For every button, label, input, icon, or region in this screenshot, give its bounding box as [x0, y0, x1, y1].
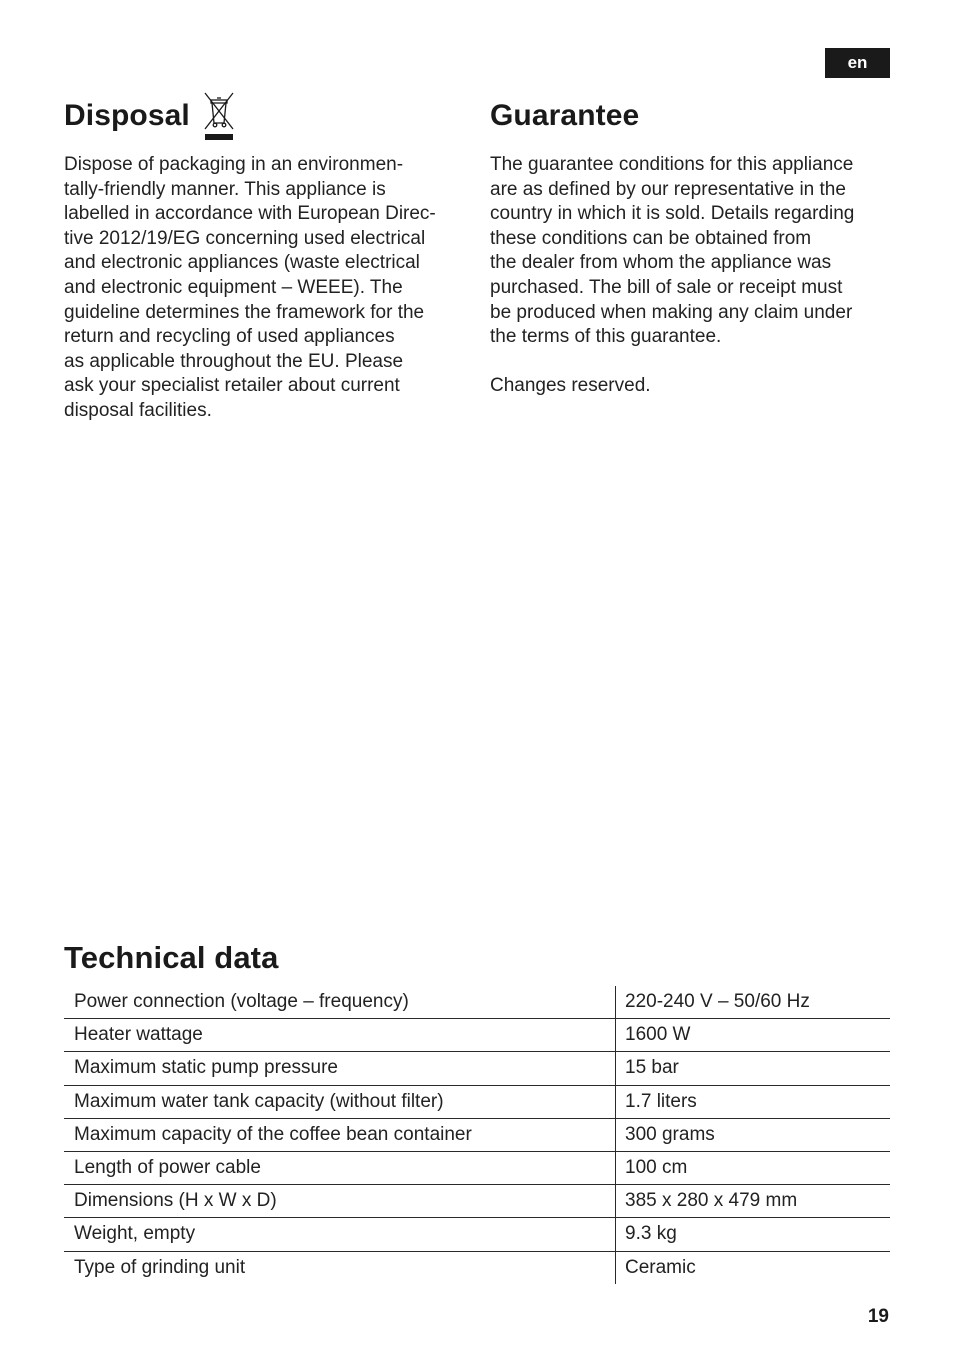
disposal-text: Dispose of packaging in an environmen- tally-friendly manner. This appliance is labelled in accordance with European Direc- tive 2012/19/EG concerning used electrical and electronic appliances (waste electrical and electronic equipment – WEEE). The guideline determines the framework for the return and recycling of used appliances as applicable throughout the EU. Please ask your specialist retailer about current disposal facilities. — [64, 154, 436, 421]
spec-label: Length of power cable — [64, 1151, 616, 1184]
spec-value: 220-240 V – 50/60 Hz — [616, 986, 891, 1019]
technical-data-title: Technical data — [64, 940, 279, 975]
table-row — [64, 1019, 890, 1052]
spec-value: 9.3 kg — [616, 1218, 891, 1251]
page-number: 19 — [867, 1306, 889, 1327]
spec-value: 15 bar — [616, 1052, 891, 1085]
table-row — [64, 1052, 890, 1085]
disposal-section — [64, 88, 469, 424]
spec-label: Heater wattage — [64, 1019, 616, 1052]
spec-label: Type of grinding unit — [64, 1251, 616, 1284]
spec-value: 300 grams — [616, 1118, 891, 1151]
table-row — [64, 1251, 890, 1284]
language-badge: en — [825, 48, 890, 78]
spec-value: 100 cm — [616, 1151, 891, 1184]
table-row — [64, 986, 890, 1019]
guarantee-text: The guarantee conditions for this appliance are as defined by our representative in the country in which it is sold. Details regarding these conditions can be obtained from the dealer from whom the appliance was purchased. The bill of sale or receipt must be produced when making any claim under the terms of this guarantee. — [490, 154, 855, 348]
spec-value: Ceramic — [625, 1256, 696, 1278]
table-row — [64, 1085, 890, 1118]
technical-data-table — [64, 986, 890, 1284]
spec-label: Dimensions (H x W x D) — [64, 1185, 616, 1218]
guarantee-title: Guarantee — [490, 99, 640, 132]
spec-label: Power connection (voltage – frequency) — [64, 986, 616, 1019]
spec-label: Weight, empty — [64, 1218, 616, 1251]
spec-value: 1600 W — [616, 1019, 891, 1052]
changes-reserved-text: Changes reserved. — [490, 375, 651, 397]
table-row — [64, 1185, 890, 1218]
table-row — [64, 1151, 890, 1184]
disposal-title: Disposal — [64, 99, 190, 132]
spec-label: Maximum water tank capacity (without filter) — [64, 1085, 616, 1118]
crossed-out-wheelie-bin-icon — [202, 91, 236, 141]
spec-label: Maximum static pump pressure — [64, 1052, 616, 1085]
table-row — [64, 1218, 890, 1251]
spec-value: 1.7 liters — [616, 1085, 891, 1118]
spec-label: Maximum capacity of the coffee bean container — [64, 1118, 616, 1151]
guarantee-section — [490, 88, 890, 399]
disposal-heading — [64, 88, 469, 144]
table-row — [64, 1118, 890, 1151]
spec-value: 385 x 280 x 479 mm — [616, 1185, 891, 1218]
